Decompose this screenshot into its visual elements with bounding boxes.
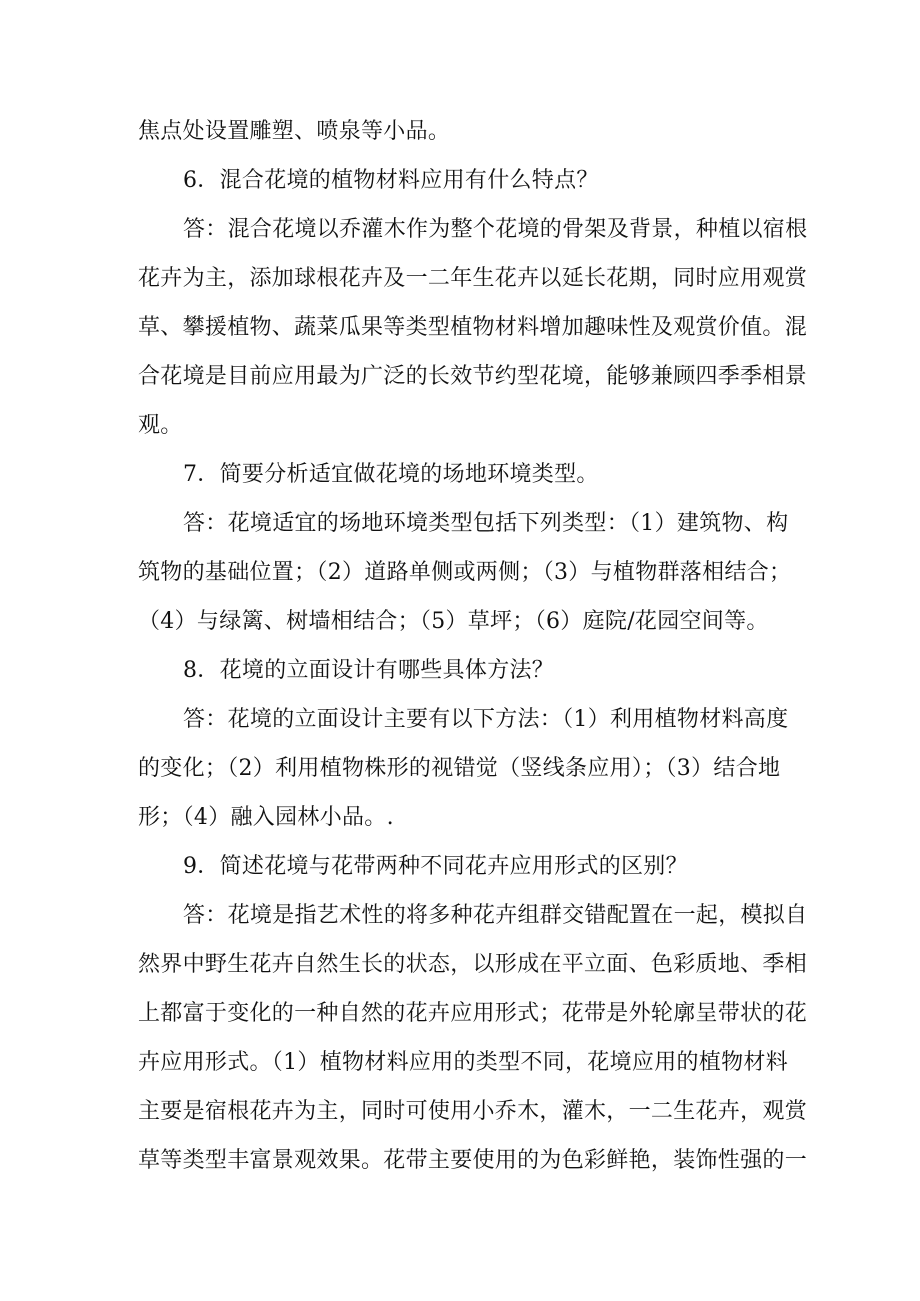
text-line: （4）与绿篱、树墙相结合；（5）草坪；（6）庭院/花园空间等。	[138, 609, 769, 634]
text-line: 花卉为主，添加球根花卉及一二年生花卉以延长花期，同时应用观赏	[138, 266, 808, 291]
text-line: 观。	[138, 413, 183, 438]
question-heading: 7．简要分析适宜做花境的场地环境类型。	[183, 462, 599, 487]
answer-line: 答：花境适宜的场地环境类型包括下列类型：（1）建筑物、构	[183, 511, 789, 536]
question-heading: 9．简述花境与花带两种不同花卉应用形式的区别？	[183, 854, 688, 879]
text-line: 草、攀援植物、蔬菜瓜果等类型植物材料增加趣味性及观赏价值。混	[138, 315, 808, 340]
text-line: 然界中野生花卉自然生长的状态，以形成在平立面、色彩质地、季相	[138, 952, 808, 977]
answer-line: 答：花境的立面设计主要有以下方法：（1）利用植物材料高度	[183, 707, 789, 732]
text-line: 形；（4）融入园林小品。.	[138, 805, 394, 830]
text-line: 合花境是目前应用最为广泛的长效节约型花境，能够兼顾四季季相景	[138, 364, 808, 389]
question-heading: 6．混合花境的植物材料应用有什么特点？	[183, 168, 599, 193]
text-line: 草等类型丰富景观效果。花带主要使用的为色彩鲜艳，装饰性强的一	[138, 1148, 808, 1173]
answer-line: 答：花境是指艺术性的将多种花卉组群交错配置在一起，模拟自	[183, 903, 808, 928]
text-line: 主要是宿根花卉为主，同时可使用小乔木，灌木，一二生花卉，观赏	[138, 1099, 808, 1124]
text-line: 筑物的基础位置；（2）道路单侧或两侧；（3）与植物群落相结合；	[138, 560, 792, 585]
text-line: 焦点处设置雕塑、喷泉等小品。	[138, 119, 451, 144]
text-line: 卉应用形式。（1）植物材料应用的类型不同，花境应用的植物材料	[138, 1050, 788, 1075]
text-line: 上都富于变化的一种自然的花卉应用形式；花带是外轮廓呈带状的花	[138, 1001, 808, 1026]
question-heading: 8．花境的立面设计有哪些具体方法？	[183, 658, 555, 683]
answer-line: 答：混合花境以乔灌木作为整个花境的骨架及背景，种植以宿根	[183, 217, 808, 242]
text-line: 的变化；（2）利用植物株形的视错觉（竖线条应用）；（3）结合地	[138, 756, 781, 781]
